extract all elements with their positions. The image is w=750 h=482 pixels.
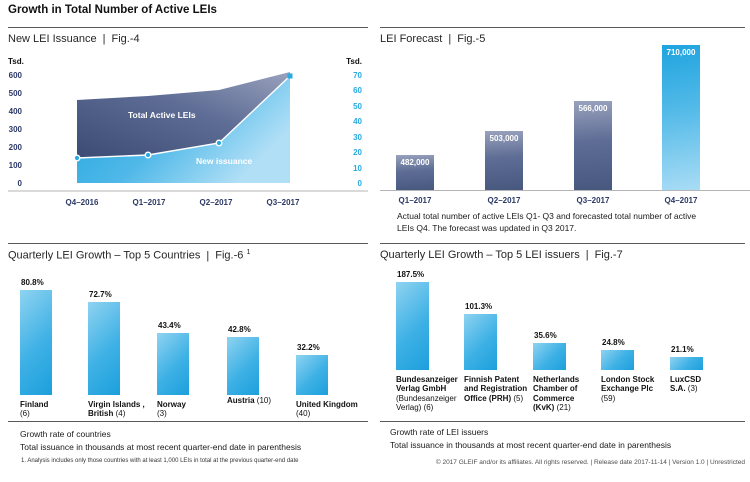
- bar-pct-label: 80.8%: [21, 278, 44, 287]
- total-active-leis-label: Total Active LEIs: [128, 110, 196, 120]
- fig6-fig-label: Fig.-6: [215, 249, 244, 262]
- fig4-fig-label: Fig.-4: [111, 33, 140, 45]
- country-name: Finland: [20, 400, 49, 409]
- fig5-title: LEI Forecast: [380, 33, 443, 45]
- fig6-footnote-marker: 1: [246, 249, 251, 256]
- fig4-right-tick: 40: [353, 117, 362, 126]
- fig4-right-tick: 20: [353, 148, 362, 157]
- fig5-category: Q1–2017: [398, 196, 432, 205]
- fig7-caption-line1: Growth rate of LEI issuers: [390, 427, 489, 437]
- fig4-left-tick: 300: [8, 125, 22, 134]
- country-bar-norway: [157, 333, 189, 395]
- fig5-header: [380, 33, 485, 45]
- fig7-title: Quarterly LEI Growth – Top 5 LEI issuers: [380, 249, 580, 261]
- fig7-fig-label: Fig.-7: [594, 249, 623, 261]
- issuer-name: Netherlands Chamber of Commerce (KvK): [533, 375, 580, 413]
- fig4-title: New LEI Issuance: [8, 33, 97, 45]
- bar-category-label: [396, 375, 460, 413]
- fig7-caption-line2: Total issuance in thousands at most recent quarter-end date in parenthesis: [390, 440, 672, 450]
- fig4-category: Q4–2016: [65, 198, 99, 206]
- bar-pct-label: 101.3%: [465, 302, 493, 311]
- issuer-name: London Stock Exchange Plc: [601, 375, 655, 394]
- fig4-right-tick: 60: [353, 86, 362, 95]
- fig4-left-tick: 0: [17, 179, 22, 188]
- country-count: (4): [115, 409, 126, 419]
- fig4-category: Q2–2017: [199, 198, 233, 206]
- country-count: (3): [157, 409, 167, 419]
- bar-pct-label: 187.5%: [397, 270, 425, 279]
- bar-category-label: [601, 375, 665, 403]
- country-count: (40): [296, 409, 311, 419]
- fig5-caption-line2: LEIs Q4. The forecast was updated in Q3 2017.: [397, 223, 577, 233]
- bar-pct-label: 21.1%: [671, 345, 694, 354]
- country-bar-united-kingdom: [296, 355, 328, 395]
- fig5-category: Q3–2017: [576, 196, 610, 205]
- forecast-bar-q2: [485, 131, 523, 190]
- page-title: Growth in Total Number of Active LEIs: [8, 4, 217, 16]
- fig4-right-axis-unit: Tsd.: [346, 57, 362, 66]
- issuer-name: Finnish Patent and Registration Office (PRH): [464, 375, 528, 403]
- issuer-count: (59): [601, 393, 616, 403]
- fig4-category: Q1–2017: [132, 198, 166, 206]
- country-name: United Kingdom: [296, 400, 358, 409]
- page-footer: © 2017 GLEIF and/or its affiliates. All rights reserved. | Release date 2017-11-14 | Version 1.0 | Unrestricted: [435, 459, 745, 466]
- bar-value-label: 482,000: [400, 158, 430, 167]
- country-name: Virgin Islands , British: [88, 400, 145, 419]
- data-point-marker: [216, 140, 222, 146]
- issuer-count: (21): [556, 403, 571, 413]
- fig5-category: Q2–2017: [487, 196, 521, 205]
- country-bar-austria: [227, 337, 259, 395]
- country-bar-finland: [20, 290, 52, 395]
- bar-category-label: [88, 400, 152, 419]
- country-count: (6): [20, 409, 30, 419]
- data-point-marker: [145, 152, 151, 158]
- bar-value-label: 710,000: [666, 48, 696, 57]
- bar-category-label: [20, 400, 84, 419]
- fig4-left-tick: 500: [8, 89, 22, 98]
- fig5-caption-line1: Actual total number of active LEIs Q1- Q3 and forecasted total number of active: [397, 211, 697, 221]
- bar-value-label: 566,000: [578, 104, 608, 113]
- issuer-count: (3): [687, 384, 698, 394]
- fig6-caption-line1: Growth rate of countries: [20, 429, 111, 439]
- fig5-category: Q4–2017: [664, 196, 698, 205]
- forecast-bar-q3: [574, 101, 612, 190]
- fig6-panel: [0, 243, 372, 482]
- bar-category-label: [157, 400, 221, 419]
- bar-category-label: [670, 375, 704, 394]
- fig4-header: [8, 33, 140, 45]
- fig5-panel: [380, 27, 750, 243]
- issuer-bar-prh: [464, 314, 497, 370]
- fig6-title: Quarterly LEI Growth – Top 5 Countries: [8, 249, 201, 262]
- fig4-left-tick: 600: [8, 71, 22, 80]
- fig4-chart: [0, 54, 372, 206]
- data-point-marker: [288, 74, 293, 79]
- fig5-fig-label: Fig.-5: [457, 33, 486, 45]
- fig4-right-tick: 10: [353, 164, 362, 173]
- bar-pct-label: 35.6%: [534, 331, 557, 340]
- fig4-right-tick: 0: [357, 179, 362, 188]
- fig4-right-tick: 50: [353, 102, 362, 111]
- issuer-name: Bundesanzeiger Verlag GmbH: [396, 375, 458, 394]
- issuer-bar-luxcsd: [670, 357, 703, 370]
- issuer-count: (5): [513, 393, 524, 403]
- new-issuance-label: New issuance: [196, 156, 253, 166]
- bar-pct-label: 32.2%: [297, 343, 320, 352]
- pipe-separator: |: [206, 249, 210, 262]
- country-name: Austria: [227, 396, 255, 405]
- bar-pct-label: 42.8%: [228, 325, 251, 334]
- issuer-count: (Bundesanzeiger Verlag) (6): [396, 393, 457, 413]
- fig7-header: [380, 249, 623, 261]
- x-axis-baseline: [380, 190, 750, 191]
- fig4-left-tick: 400: [8, 107, 22, 116]
- forecast-bar-q4: [662, 45, 700, 190]
- bar-category-label: [533, 375, 591, 413]
- bar-pct-label: 24.8%: [602, 338, 625, 347]
- fig4-right-tick: 70: [353, 71, 362, 80]
- issuer-bar-kvk: [533, 343, 566, 370]
- fig7-panel: [380, 243, 750, 482]
- fig6-caption-line2: Total issuance in thousands at most recent quarter-end date in parenthesis: [20, 442, 302, 452]
- forecast-bar-q1: [396, 155, 434, 190]
- fig6-header: [8, 249, 250, 262]
- bar-category-label: [296, 400, 376, 419]
- bar-category-label: [227, 396, 303, 405]
- pipe-separator: |: [448, 33, 452, 45]
- pipe-separator: |: [102, 33, 106, 45]
- country-name: Norway: [157, 400, 186, 409]
- fig4-left-tick: 200: [8, 143, 22, 152]
- issuer-name: LuxCSD S.A.: [670, 375, 702, 394]
- bar-category-label: [464, 375, 528, 403]
- fig4-panel: [0, 27, 372, 243]
- country-count: (10): [256, 396, 272, 405]
- fig4-category: Q3–2017: [266, 198, 300, 206]
- data-point-marker: [74, 155, 80, 161]
- issuer-bar-lse: [601, 350, 634, 370]
- fig6-footnote: 1. Analysis includes only those countries with at least 1,000 LEIs in total at the previous quarter-end date: [21, 458, 299, 464]
- pipe-separator: |: [585, 249, 589, 261]
- bar-pct-label: 72.7%: [89, 290, 112, 299]
- bar-value-label: 503,000: [489, 134, 519, 143]
- bar-pct-label: 43.4%: [158, 321, 181, 330]
- issuer-bar-bundesanzeiger: [396, 282, 429, 370]
- country-bar-virgin-islands: [88, 302, 120, 395]
- fig4-right-tick: 30: [353, 133, 362, 142]
- fig4-left-tick: 100: [8, 161, 22, 170]
- fig4-left-axis-unit: Tsd.: [8, 57, 24, 66]
